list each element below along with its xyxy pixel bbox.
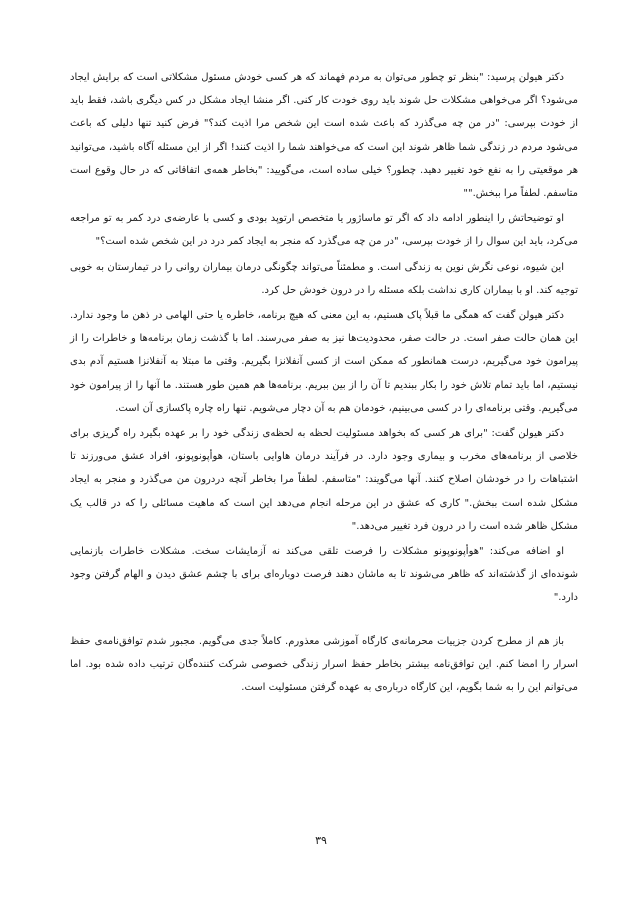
paragraph-3: این شیوه، نوعی نگرش نوین به زندگی است. و مطمئناً می‌تواند چگونگی درمان بیماران روانی را در تیمارستان به خوبی توجیه کند. او با بیماران کاری نداشت بلکه مسئله را در درون خودش حل کرد.: [70, 261, 578, 296]
paragraph-4: دکتر هیولن گفت که همگی ما قبلاً پاک هستیم، به این معنی که هیچ برنامه، خاطره یا حتی الهامی در ذهن ما وجود ندارد. این همان حالت صفر است. در حالت صفر، محدودیت‌ها نیز به صفر می‌رسند. اما با گذشت زمان برنامه‌ها و خاطرات را از پیرامون خود می‌گیریم، درست همانطور که ممکن است از کسی آنفلانزا بگیریم. وقتی ما مبتلا به آنفلانزا هستیم آدم بدی نیستیم، اما باید تمام تلاش خود را بکار ببندیم تا آن را از بین ببریم. برنامه‌ها هم همین طور هستند. ما آنها را از پیرامون خود می‌گیریم. وقتی برنامه‌ای را در کسی می‌بینیم، خودمان هم به آن دچار می‌شویم. تنها راه چاره پاکسازی آن است.: [70, 310, 578, 414]
paragraph-2: او توضیحاتش را اینطور ادامه داد که اگر تو ماساژور یا متخصص ارتوپد بودی و کسی با عارضه‌ی درد کمر به تو مراجعه می‌کرد، باید این سوال را از خودت بپرسی، "در من چه می‌گذرد که منجر به ایجاد کمر درد در این شخص شده است؟": [70, 213, 578, 248]
page-number: ۳۹: [315, 834, 327, 847]
paragraph-5: دکتر هیولن گفت: "برای هر کسی که بخواهد مسئولیت لحظه به لحظه‌ی زندگی خود را بر عهده بگیرد راه گریزی برای خلاصی از برنامه‌های مخرب و بیماری وجود دارد. در فرآیند درمان هاوایی باستان، هوأپونوپونو، افراد عشق می‌ورزند تا اشتباهات را در خودشان اصلاح کنند. آنها می‌گویند: "متاسفم. لطفاً مرا بخاطر آنچه دردرون من می‌گذرد و منجر به ایجاد مشکل شده است ببخش." کاری که عشق در این مرحله انجام می‌دهد این است که ماهیت مسائلی را که در قالب یک مشکل ظاهر شده است را در درون فرد تغییر می‌دهد.": [70, 428, 578, 532]
paragraph-1: دکتر هیولن پرسید: "بنظر تو چطور می‌توان به مردم فهماند که هر کسی خودش مسئول مشکلاتی است که برایش ایجاد می‌شود؟ اگر می‌خواهی مشکلات حل شوند باید روی خودت کار کنی. اگر منشا ایجاد مشکل در کس دیگری باشد، فقط باید از خودت بپرسی: "در من چه می‌گذرد که باعث شده است این شخص مرا اذیت کند؟" فرض کنید تنها دلیلی که باعث می‌شود مردم در زندگی شما ظاهر شوند این است که می‌خواهند شما را اذیت کنند! اگر از این مسئله آگاه باشید، می‌توانید هر موقعیتی را به نفع خود تغییر دهید. چطور؟ خیلی ساده است، می‌گویید: "بخاطر همه‌ی اتفاقاتی که در حال وقوع است متاسفم. لطفاً مرا ببخش."": [70, 72, 578, 200]
paragraph-6: او اضافه می‌کند: "هوأپونوپونو مشکلات را فرصت تلقی می‌کند نه آزمایشات سخت. مشکلات خاطرات بازنمایی شونده‌ای از گذشته‌اند که ظاهر می‌شوند تا به ماشان دهند فرصت دوباره‌ای برای با چشم عشق دیدن و الهام گرفتن وجود دارد.": [70, 546, 578, 604]
paragraph-7: باز هم از مطرح کردن جزییات محرمانه‌ی کارگاه آموزشی معذورم. کاملاً جدی می‌گویم. مجبور شدم توافق‌نامه‌ی حفظ اسرار را امضا کنم. این توافق‌نامه بیشتر بخاطر حفظ اسرار زندگی خصوصی شرکت کننده‌گان ترتیب داده شده بود. اما می‌توانم این را به شما بگویم، این کارگاه درباره‌ی به عهده گرفتن مسئولیت است.: [70, 635, 578, 694]
document-body: [70, 66, 578, 701]
